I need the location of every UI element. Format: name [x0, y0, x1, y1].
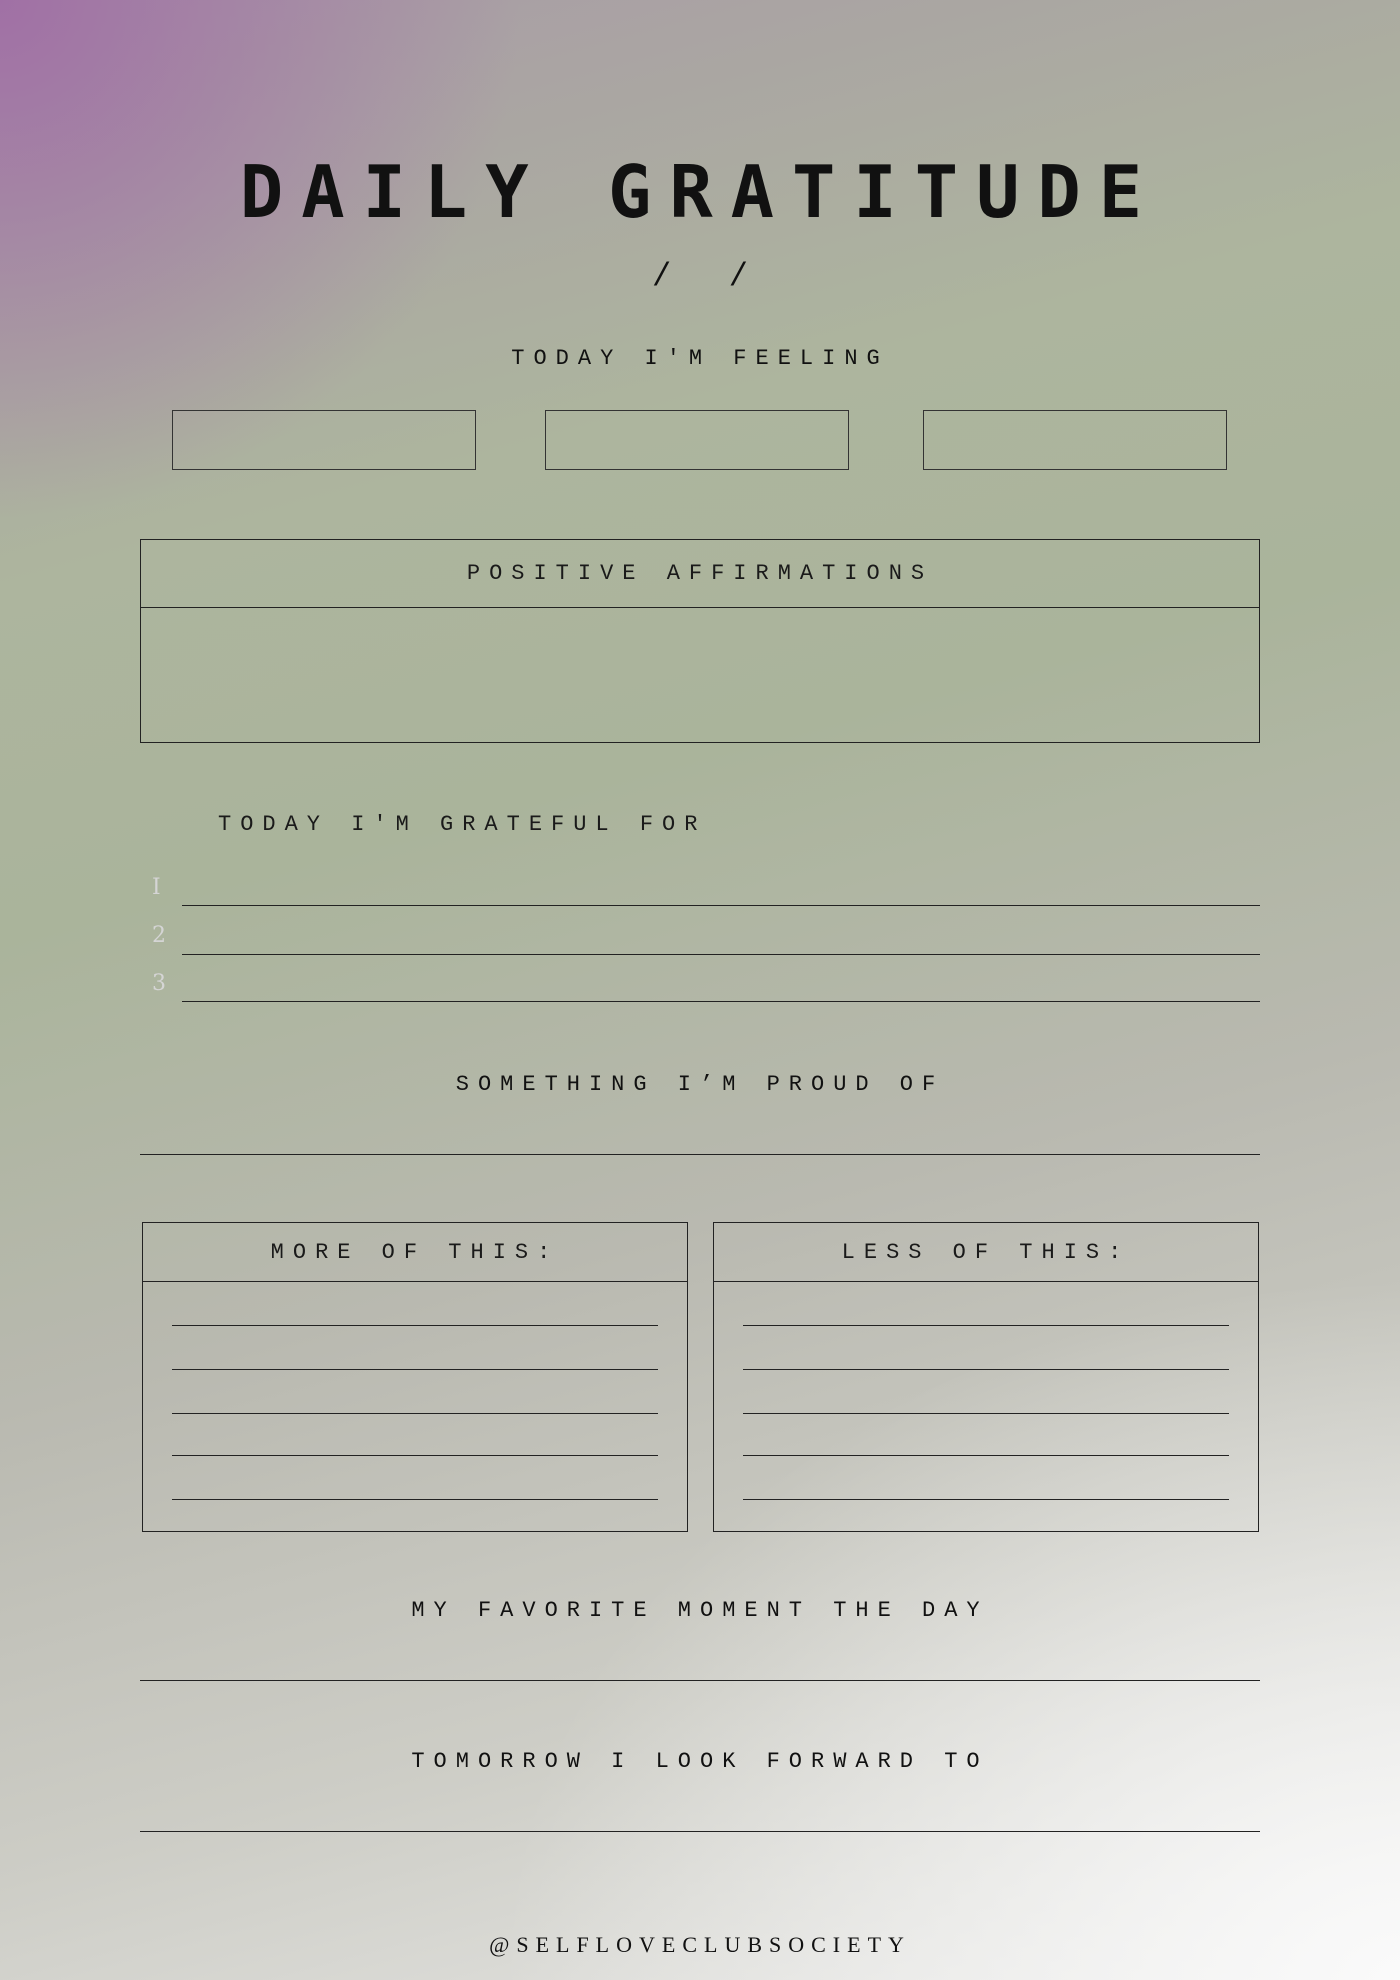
less-of-this-label: LESS OF THIS: [714, 1223, 1258, 1282]
less-of-this-line[interactable] [743, 1413, 1229, 1414]
feeling-box-3[interactable] [923, 410, 1227, 470]
affirmations-box [140, 539, 1260, 743]
more-of-this-box [142, 1222, 688, 1532]
grateful-line-2[interactable] [182, 954, 1260, 955]
tomorrow-line[interactable] [140, 1831, 1260, 1832]
more-of-this-line[interactable] [172, 1369, 658, 1370]
page-title: DAILY GRATITUDE [239, 150, 1161, 234]
less-of-this-line[interactable] [743, 1499, 1229, 1500]
affirmations-label: POSITIVE AFFIRMATIONS [141, 540, 1259, 608]
favorite-moment-label: MY FAVORITE MOMENT THE DAY [411, 1598, 989, 1623]
more-of-this-line[interactable] [172, 1325, 658, 1326]
feeling-box-2[interactable] [545, 410, 849, 470]
grateful-number-1: I [152, 875, 161, 900]
favorite-moment-line[interactable] [140, 1680, 1260, 1681]
grateful-number-2: 2 [152, 923, 166, 948]
proud-label: SOMETHING I’M PROUD OF [455, 1072, 945, 1097]
less-of-this-line[interactable] [743, 1325, 1229, 1326]
less-of-this-line[interactable] [743, 1369, 1229, 1370]
more-of-this-line[interactable] [172, 1499, 658, 1500]
more-of-this-line[interactable] [172, 1455, 658, 1456]
feeling-box-1[interactable] [172, 410, 476, 470]
affirmations-writing-area[interactable] [141, 608, 1259, 742]
grateful-number-3: 3 [152, 971, 166, 996]
grateful-line-1[interactable] [182, 905, 1260, 906]
date-field[interactable]: / / [651, 258, 748, 295]
more-of-this-label: MORE OF THIS: [143, 1223, 687, 1282]
more-of-this-line[interactable] [172, 1413, 658, 1414]
feeling-label: TODAY I'M FEELING [511, 346, 889, 371]
grateful-label: TODAY I'M GRATEFUL FOR [218, 812, 707, 837]
less-of-this-box [713, 1222, 1259, 1532]
grateful-line-3[interactable] [182, 1001, 1260, 1002]
tomorrow-label: TOMORROW I LOOK FORWARD TO [411, 1749, 989, 1774]
footer-handle: @SELFLOVECLUBSOCIETY [489, 1932, 911, 1957]
proud-line[interactable] [140, 1154, 1260, 1155]
less-of-this-line[interactable] [743, 1455, 1229, 1456]
